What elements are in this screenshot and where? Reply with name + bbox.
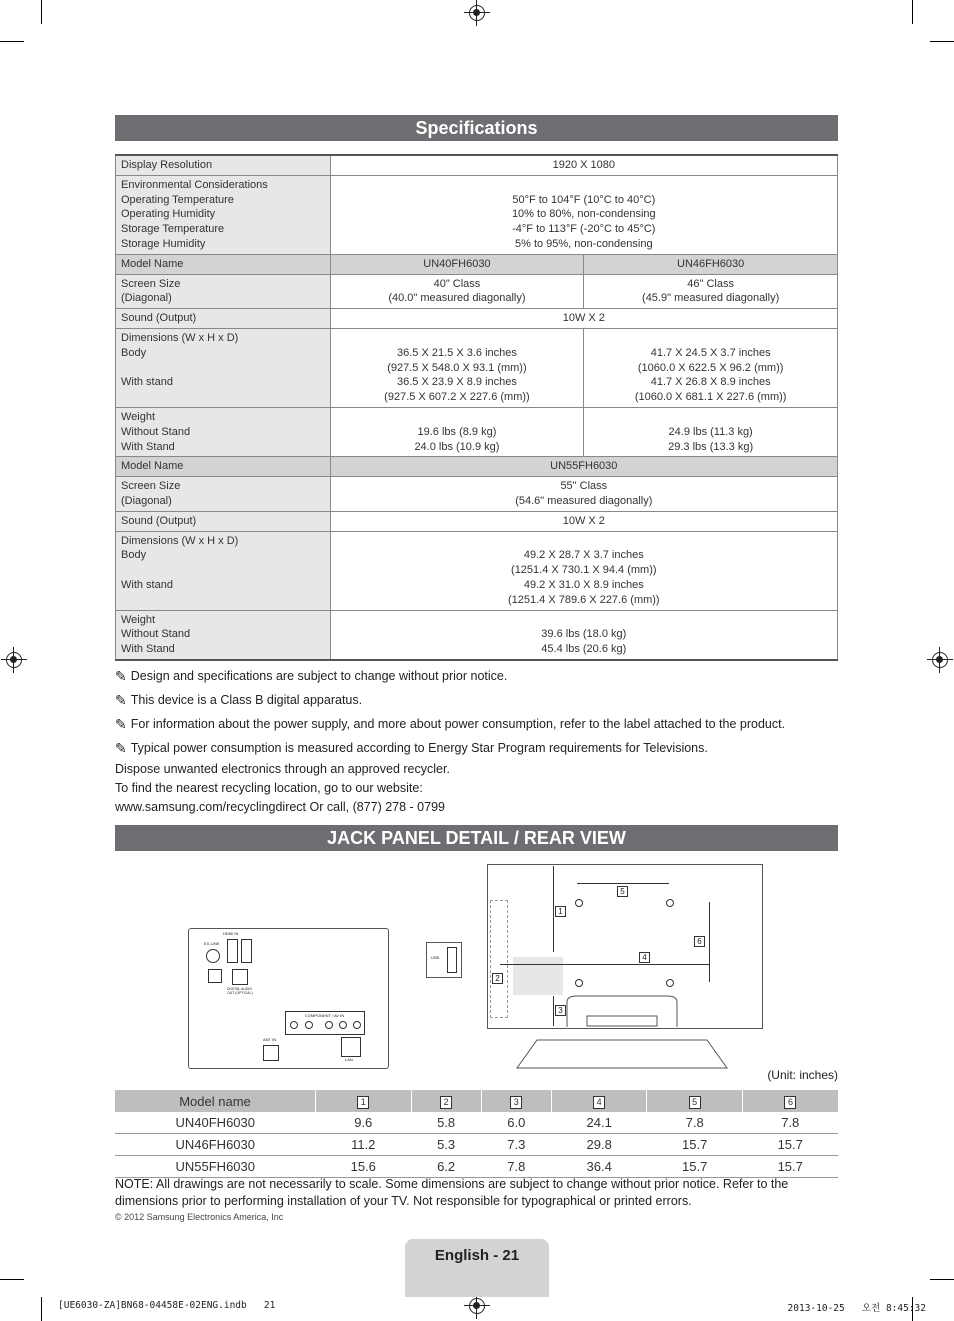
spec-value: 10W X 2 [330, 309, 837, 329]
spec-label: Display Resolution [116, 155, 331, 175]
spec-value: 24.9 lbs (11.3 kg) 29.3 lbs (13.3 kg) [584, 407, 838, 456]
marker-box: 6 [784, 1096, 796, 1109]
spec-label: Dimensions (W x H x D) Body With stand [116, 328, 331, 407]
note-item [115, 736, 855, 760]
table-row [115, 1156, 838, 1178]
unit-label: (Unit: inches) [767, 1068, 838, 1082]
table-cell: 7.8 [742, 1112, 838, 1134]
lan-label: LAN [345, 1057, 353, 1062]
crop-mark [930, 41, 954, 42]
note-item [115, 664, 855, 688]
spec-value: 36.5 X 21.5 X 3.6 inches (927.5 X 548.0 X 93.1 (mm)) 36.5 X 23.9 X 8.9 inches (927.5 X 607.2 X 227.6 (mm)) [330, 328, 584, 407]
spec-label: Sound (Output) [116, 511, 331, 531]
marker-box: 2 [440, 1096, 452, 1109]
column-header [742, 1090, 838, 1112]
jack-panel-detail [188, 928, 389, 1069]
tv-stand-outline [487, 990, 761, 1070]
spec-label: Model Name [116, 457, 331, 477]
table-cell: UN40FH6030 [115, 1112, 316, 1134]
spec-value: 50°F to 104°F (10°C to 40°C) 10% to 80%, non-condensing -4°F to 113°F (-20°C to 45°C) 5% to 95%, non-condensing [330, 175, 837, 254]
column-header [551, 1090, 647, 1112]
optical-label: DIGITAL AUDIO OUT (OPTICAL) [227, 987, 253, 995]
marker-box: 4 [593, 1096, 605, 1109]
hdmi-label: HDMI IN [223, 931, 239, 936]
spec-value: 41.7 X 24.5 X 3.7 inches (1060.0 X 622.5 X 96.2 (mm)) 41.7 X 26.8 X 8.9 inches (1060.0 X 681.1 X 227.6 (mm)) [584, 328, 838, 407]
mount-hole-icon [575, 979, 583, 987]
crop-mark [41, 0, 42, 24]
spec-value: 39.6 lbs (18.0 kg) 45.4 lbs (20.6 kg) [330, 610, 837, 660]
note-text: For information about the power supply, and more about power consumption, refer to the label attached to the product. [130, 717, 786, 731]
table-cell: 5.3 [411, 1134, 481, 1156]
note-item [115, 688, 855, 712]
mount-hole-icon [575, 899, 583, 907]
marker-1: 1 [555, 906, 566, 917]
registration-mark-icon [932, 652, 948, 668]
spec-label: Model Name [116, 254, 331, 274]
copyright: © 2012 Samsung Electronics America, Inc [115, 1212, 284, 1222]
table-row [116, 309, 838, 329]
recycling-text: To find the nearest recycling location, go to our website: [115, 781, 423, 795]
pencil-icon: ✎ [115, 740, 127, 756]
column-header [316, 1090, 412, 1112]
spec-label: Screen Size (Diagonal) [116, 274, 331, 309]
table-row [116, 531, 838, 610]
marker-box: 3 [510, 1096, 522, 1109]
table-cell: UN55FH6030 [115, 1156, 316, 1178]
pencil-icon: ✎ [115, 668, 127, 684]
spec-value: 1920 X 1080 [330, 155, 837, 175]
audio-port-icon [208, 969, 222, 983]
table-cell: 15.6 [316, 1156, 412, 1178]
note-text: Typical power consumption is measured according to Energy Star Program requirements for Televisions. [130, 741, 708, 755]
crop-mark [41, 1297, 42, 1321]
pencil-icon: ✎ [115, 692, 127, 708]
lan-port-icon [341, 1037, 361, 1057]
table-cell: 15.7 [647, 1156, 743, 1178]
optical-port-icon [232, 969, 248, 985]
model-name: UN46FH6030 [584, 254, 838, 274]
table-row [115, 1134, 838, 1156]
mount-hole-icon [666, 979, 674, 987]
table-cell: 7.3 [481, 1134, 551, 1156]
dimension-line [577, 883, 669, 884]
marker-6: 6 [694, 936, 705, 947]
pencil-icon: ✎ [115, 716, 127, 732]
marker-5: 5 [617, 886, 628, 897]
component-jack-icon [305, 1021, 313, 1029]
dimension-line [709, 902, 710, 982]
usb-label: USB [431, 955, 440, 960]
column-header [411, 1090, 481, 1112]
marker-box: 5 [689, 1096, 701, 1109]
table-cell: UN46FH6030 [115, 1134, 316, 1156]
table-cell: 24.1 [551, 1112, 647, 1134]
marker-box: 1 [357, 1096, 369, 1109]
jack-panel-title: JACK PANEL DETAIL / REAR VIEW [115, 825, 838, 851]
marker-3: 3 [555, 1005, 566, 1016]
component-jack-icon [339, 1021, 347, 1029]
column-header: Model name [115, 1090, 316, 1112]
table-row [115, 1112, 838, 1134]
note-text: Design and specifications are subject to change without prior notice. [130, 669, 508, 683]
page-number: English - 21 [434, 1247, 520, 1264]
table-cell: 5.8 [411, 1112, 481, 1134]
marker-2: 2 [492, 973, 503, 984]
crop-mark [0, 41, 24, 42]
bracket-outline [490, 900, 508, 1018]
component-jack-icon [325, 1021, 333, 1029]
mount-hole-icon [666, 899, 674, 907]
hdmi-port-icon [227, 939, 238, 963]
spec-value: 46" Class (45.9" measured diagonally) [584, 274, 838, 309]
connector-area [513, 957, 563, 995]
table-cell: 15.7 [742, 1134, 838, 1156]
ant-in-port-icon [263, 1045, 279, 1061]
spec-value: 40" Class (40.0" measured diagonally) [330, 274, 584, 309]
crop-mark [930, 1279, 954, 1280]
table-cell: 11.2 [316, 1134, 412, 1156]
table-cell: 9.6 [316, 1112, 412, 1134]
dimension-line [553, 996, 554, 1026]
table-cell: 15.7 [647, 1134, 743, 1156]
table-row [116, 511, 838, 531]
spec-label: Screen Size (Diagonal) [116, 477, 331, 512]
component-label: COMPONENT / AV IN [305, 1013, 345, 1018]
recycling-text: Dispose unwanted electronics through an approved recycler. [115, 762, 450, 776]
crop-mark [0, 1279, 24, 1280]
spec-label: Weight Without Stand With Stand [116, 610, 331, 660]
table-row [116, 610, 838, 660]
registration-mark-icon [6, 652, 22, 668]
table-cell: 7.8 [647, 1112, 743, 1134]
table-row [116, 175, 838, 254]
column-header [481, 1090, 551, 1112]
spec-value: 55" Class (54.6" measured diagonally) [330, 477, 837, 512]
table-row [116, 328, 838, 407]
component-jack-icon [290, 1021, 298, 1029]
ex-link-port-icon [206, 949, 220, 963]
model-name: UN40FH6030 [330, 254, 584, 274]
spec-value: 49.2 X 28.7 X 3.7 inches (1251.4 X 730.1 X 94.4 (mm)) 49.2 X 31.0 X 8.9 inches (1251.4 X 789.6 X 227.6 (mm)) [330, 531, 837, 610]
registration-mark-icon [469, 1298, 485, 1314]
table-cell: 6.2 [411, 1156, 481, 1178]
table-row [116, 457, 838, 477]
ant-in-label: ANT IN [263, 1037, 277, 1042]
notes-section [115, 664, 855, 817]
specifications-table [115, 154, 838, 661]
ex-link-label: EX-LINK [204, 941, 220, 946]
note-item [115, 712, 855, 736]
dimensions-table [115, 1090, 838, 1178]
side-panel-detail [426, 942, 462, 978]
drawing-note: NOTE: All drawings are not necessarily to scale. Some dimensions are subject to change without prior notice. Refer to the dimensions prior to performing installation of your TV. Not responsible for typographical or printed errors. [115, 1177, 789, 1208]
print-date-label: 2013-10-25 오전 8:45:32 [787, 1303, 926, 1314]
model-name: UN55FH6030 [330, 457, 837, 477]
table-row [116, 155, 838, 175]
table-cell: 29.8 [551, 1134, 647, 1156]
table-row [116, 274, 838, 309]
crop-mark [912, 0, 913, 24]
spec-value: 19.6 lbs (8.9 kg) 24.0 lbs (10.9 kg) [330, 407, 584, 456]
registration-mark-icon [469, 5, 485, 21]
spec-label: Weight Without Stand With Stand [116, 407, 331, 456]
dimension-line [553, 866, 554, 952]
note-text: This device is a Class B digital apparatus. [130, 693, 363, 707]
hdmi-port-icon [241, 939, 252, 963]
spec-value: 10W X 2 [330, 511, 837, 531]
table-cell: 6.0 [481, 1112, 551, 1134]
component-jack-icon [353, 1021, 361, 1029]
column-header [647, 1090, 743, 1112]
recycling-url: www.samsung.com/recyclingdirect Or call, (877) 278 - 0799 [115, 800, 445, 814]
dimension-line [500, 964, 710, 965]
table-header [115, 1090, 838, 1112]
table-row [116, 254, 838, 274]
spec-label: Sound (Output) [116, 309, 331, 329]
specifications-title: Specifications [115, 115, 838, 141]
table-row [116, 477, 838, 512]
marker-4: 4 [639, 952, 650, 963]
table-row [116, 407, 838, 456]
table-cell: 36.4 [551, 1156, 647, 1178]
print-file-label: [UE6030-ZA]BN68-04458E-02ENG.indb 21 [58, 1300, 276, 1311]
usb-port-icon [447, 947, 457, 973]
table-cell: 7.8 [481, 1156, 551, 1178]
spec-label: Environmental Considerations Operating Temperature Operating Humidity Storage Temperature Storage Humidity [116, 175, 331, 254]
spec-label: Dimensions (W x H x D) Body With stand [116, 531, 331, 610]
table-cell: 15.7 [742, 1156, 838, 1178]
